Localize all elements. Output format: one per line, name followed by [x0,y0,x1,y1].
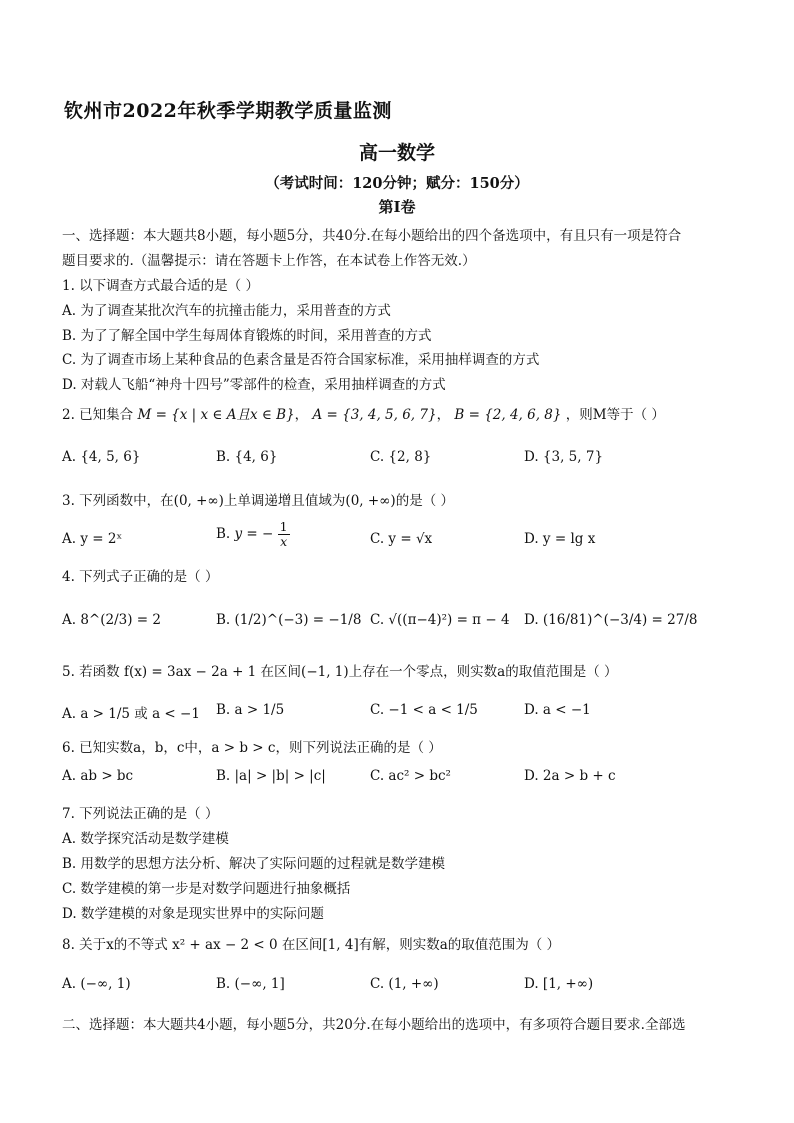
q4-option-c: C. √((π−4)²) = π − 4 [370,612,510,628]
q3-stem: 3. 下列函数中，在(0, +∞)上单调递增且值域为(0, +∞)的是（ ） [62,493,454,509]
q3-option-c: C. y = √x [370,531,433,547]
q7-option-a: A. 数学探究活动是数学建模 [62,831,229,847]
q7-stem: 7. 下列说法正确的是（ ） [62,806,219,822]
q2-option-b: B. {4, 6} [216,449,278,465]
q3-option-b-label: B. [216,526,231,542]
q4-option-d: D. (16/81)^(−3/4) = 27/8 [524,612,698,628]
q3-option-b [216,520,290,549]
q2-option-c: C. {2, 8} [370,449,432,465]
q2-stem: 2. 已知集合 M = {x | x ∈ A且x ∈ B}， A = {3, 4, 5, 6, 7}， B = {2, 4, 6, 8} ，则M等于（ ） [62,407,665,423]
q1-option-d: D. 对载人飞船“神舟十四号”零部件的检查，采用抽样调查的方式 [62,377,446,393]
q3-option-d: D. y = lg x [524,531,596,547]
subject-title: 高一数学 [358,142,435,164]
q2-suffix: ，则M等于（ ） [565,407,665,423]
q2-option-d: D. {3, 5, 7} [524,449,604,465]
q5-option-c: C. −1 < a < 1/5 [370,702,478,718]
q3-option-b-denominator: x [280,534,288,549]
q2-set-b: B = {2, 4, 6, 8} [454,407,562,423]
q8-option-c: C. (1, +∞) [370,976,439,992]
q7-option-d: D. 数学建模的对象是现实世界中的实际问题 [62,906,324,922]
q3-option-b-numerator: 1 [279,519,288,534]
q4-option-a: A. 8^(2/3) = 2 [62,612,161,628]
q4-option-b: B. (1/2)^(−3) = −1/8 [216,612,362,628]
q3-option-b-fraction [278,520,290,549]
q6-option-d: D. 2a > b + c [524,768,616,784]
section1-intro-line1: 一、选择题：本大题共8小题，每小题5分，共40分.在每小题给出的四个备选项中，有且只有一项是符合 [62,228,682,244]
q6-option-b: B. |a| > |b| > |c| [216,768,326,784]
q6-option-c: C. ac² > bc² [370,768,451,784]
q1-option-c: C. 为了调查市场上某种食品的色素含量是否符合国家标准，采用抽样调查的方式 [62,352,540,368]
q1-option-b: B. 为了了解全国中学生每周体育锻炼的时间，采用普查的方式 [62,328,432,344]
exam-title: 钦州市2022年秋季学期教学质量监测 [64,100,392,122]
q6-option-a: A. ab > bc [62,768,134,784]
q5-option-b: B. a > 1/5 [216,702,285,718]
q5-option-d: D. a < −1 [524,702,591,718]
q4-stem: 4. 下列式子正确的是（ ） [62,569,219,585]
q7-option-b: B. 用数学的思想方法分析、解决了实际问题的过程就是数学建模 [62,856,446,872]
q2-set-a: A = {3, 4, 5, 6, 7} [312,407,437,423]
q2-option-a: A. {4, 5, 6} [62,449,141,465]
q8-option-b: B. (−∞, 1] [216,976,285,992]
section1-intro-line2: 题目要求的.（温馨提示：请在答题卡上作答，在本试卷上作答无效.） [62,253,476,269]
q5-option-a: A. a > 1/5 或 a < −1 [62,706,200,722]
q3-option-b-lhs: y = − [234,526,274,542]
section2-intro-line1: 二、选择题：本大题共4小题，每小题5分，共20分.在每小题给出的选项中，有多项符合题目要求.全部选 [62,1017,686,1033]
q2-prefix: 2. 已知集合 [62,407,134,423]
q8-stem: 8. 关于x的不等式 x² + ax − 2 < 0 在区间[1, 4]有解，则实数a的取值范围为（ ） [62,937,561,953]
q5-stem: 5. 若函数 f(x) = 3ax − 2a + 1 在区间(−1, 1)上存在一个零点，则实数a的取值范围是（ ） [62,664,618,680]
q7-option-c: C. 数学建模的第一步是对数学问题进行抽象概括 [62,881,351,897]
q1-stem: 1. 以下调查方式最合适的是（ ） [62,278,259,294]
q6-stem: 6. 已知实数a，b，c中，a > b > c，则下列说法正确的是（ ） [62,740,442,756]
exam-info: （考试时间：120分钟；赋分：150分） [265,175,529,192]
q3-option-a: A. y = 2ˣ [62,531,123,547]
volume-label: 第I卷 [378,198,416,216]
q8-option-a: A. (−∞, 1) [62,976,131,992]
q8-option-d: D. [1, +∞) [524,976,594,992]
q1-option-a: A. 为了调查某批次汽车的抗撞击能力，采用普查的方式 [62,303,391,319]
q2-set-m: M = {x | x ∈ A且x ∈ B} [137,407,295,423]
